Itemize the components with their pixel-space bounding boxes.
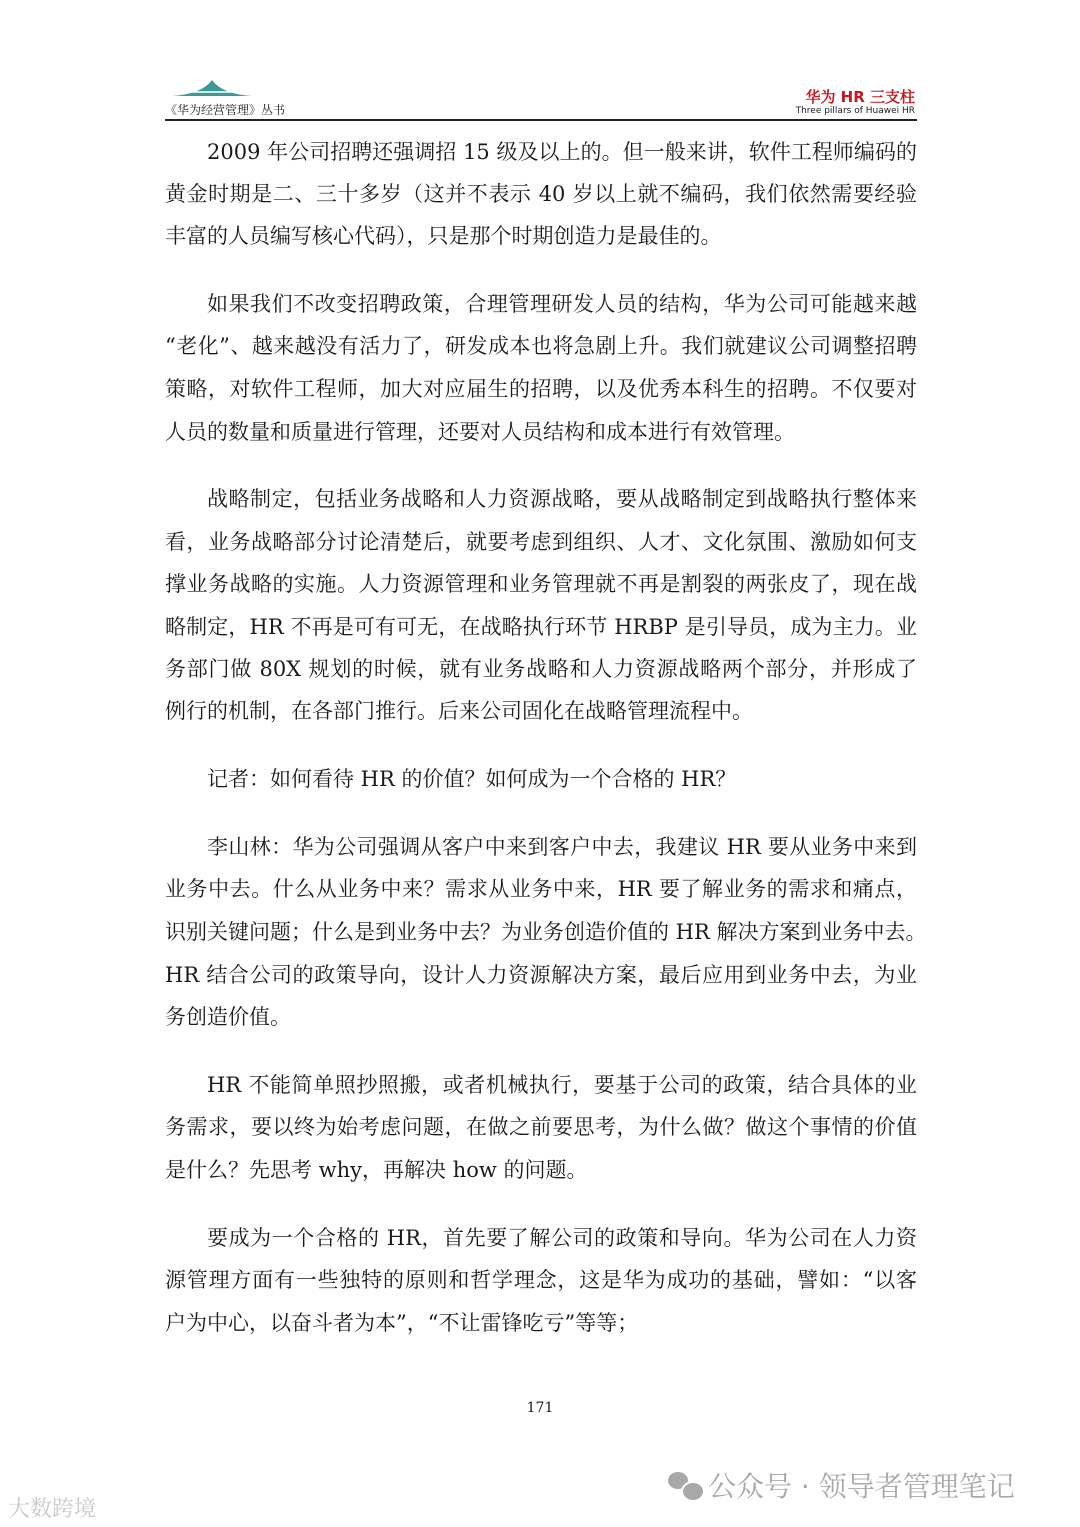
paragraph-line: 例行的机制，在各部门推行。后来公司固化在战略管理流程中。: [165, 699, 753, 723]
paragraph-line: 黄金时期是二、三十多岁（这并不表示 40 岁以上就不编码，我们依然需要经验: [165, 182, 917, 206]
book-subtitle: Three pillars of Huawei HR: [795, 106, 915, 116]
paragraph-line: 丰富的人员编写核心代码），只是那个时期创造力是最佳的。: [165, 224, 722, 248]
watermark-left: 大数跨境: [8, 1497, 97, 1522]
book-series: 《华为经营管理》丛书: [165, 103, 286, 117]
paragraph-line: 2009 年公司招聘还强调招 15 级及以上的。但一般来讲，软件工程师编码的: [207, 140, 917, 164]
paragraph-line: 识别关键问题；什么是到业务中去？为业务创造价值的 HR 解决方案到业务中去。: [165, 920, 927, 944]
paragraph-line: 撑业务战略的实施。人力资源管理和业务管理就不再是割裂的两张皮了，现在战: [165, 572, 917, 596]
paragraph-line: 李山林：华为公司强调从客户中来到客户中去，我建议 HR 要从业务中来到: [207, 835, 917, 859]
paragraph-line: 人员的数量和质量进行管理，还要对人员结构和成本进行有效管理。: [165, 420, 795, 444]
paragraph-line: “老化”、越来越没有活力了，研发成本也将急剧上升。我们就建议公司调整招聘: [165, 334, 917, 358]
paragraph-line: 记者：如何看待 HR 的价值？如何成为一个合格的 HR？: [207, 767, 737, 791]
paragraph-line: HR 不能简单照抄照搬，或者机械执行，要基于公司的政策，结合具体的业: [207, 1073, 917, 1097]
publisher-logo: [172, 78, 252, 98]
paragraph-line: 略制定，HR 不再是可有可无，在战略执行环节 HRBP 是引导员，成为主力。业: [165, 615, 917, 639]
paragraph-line: 户为中心，以奋斗者为本”，“不让雷锋吃亏”等等；: [165, 1311, 639, 1335]
watermark-right: [668, 1465, 1015, 1505]
paragraph-line: 看，业务战略部分讨论清楚后，就要考虑到组织、人才、文化氛围、激励如何支: [165, 530, 917, 554]
watermark-right-text: 公众号 · 领导者管理笔记: [708, 1470, 1015, 1503]
header-rule: [165, 119, 917, 121]
paragraph-line: 务部门做 80X 规划的时候，就有业务战略和人力资源战略两个部分，并形成了: [165, 657, 917, 681]
paragraph-line: 如果我们不改变招聘政策，合理管理研发人员的结构，华为公司可能越来越: [207, 292, 917, 316]
paragraph-line: HR 结合公司的政策导向，设计人力资源解决方案，最后应用到业务中去，为业: [165, 963, 917, 987]
paragraph-line: 策略，对软件工程师，加大对应届生的招聘，以及优秀本科生的招聘。不仅要对: [165, 377, 917, 401]
paragraph-line: 战略制定，包括业务战略和人力资源战略，要从战略制定到战略执行整体来: [207, 487, 917, 511]
paragraph-line: 务创造价值。: [165, 1005, 291, 1029]
paragraph-line: 源管理方面有一些独特的原则和哲学理念，这是华为成功的基础，譬如：“以客: [165, 1268, 917, 1292]
wechat-icon: [668, 1470, 702, 1500]
paragraph-line: 务需求，要以终为始考虑问题，在做之前要思考，为什么做？做这个事情的价值: [165, 1115, 917, 1139]
paragraph-line: 业务中去。什么从业务中来？需求从业务中来，HR 要了解业务的需求和痛点，: [165, 877, 917, 901]
paragraph-line: 是什么？先思考 why，再解决 how 的问题。: [165, 1158, 588, 1182]
paragraph-line: 要成为一个合格的 HR，首先要了解公司的政策和导向。华为公司在人力资: [207, 1226, 917, 1250]
book-title: 华为 HR 三支柱: [805, 88, 915, 106]
page-number: 171: [526, 1400, 554, 1416]
